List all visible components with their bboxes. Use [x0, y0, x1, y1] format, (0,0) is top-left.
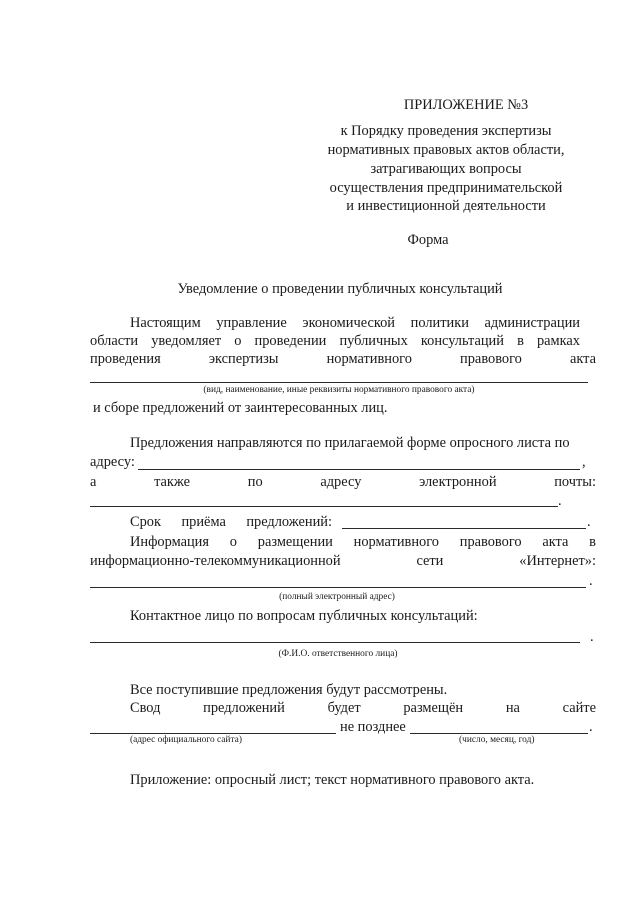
address-label: адресу: [90, 454, 135, 470]
info-line-2: информационно-телекоммуникационной сети «Интернет»: [90, 553, 596, 569]
web-address-period: . [589, 573, 593, 589]
deadline-blank-line [342, 528, 586, 529]
email-blank-line [90, 506, 558, 507]
header-line-3: затрагивающих вопросы [370, 161, 522, 177]
deadline-label: Срок приёма предложений: [130, 514, 332, 530]
p1-end: и сборе предложений от заинтересованных лиц. [93, 400, 388, 416]
header-line-5: и инвестиционной деятельности [346, 198, 546, 214]
header-line-2: нормативных правовых актов области, [327, 142, 565, 158]
p1-line-1: Настоящим управление экономической политики администрации [130, 315, 580, 331]
not-later-text: не позднее [340, 719, 406, 735]
p2-line-1: Предложения направляются по прилагаемой форме опросного листа по [130, 435, 570, 451]
site-blank-line [90, 733, 336, 734]
attachment-text: Приложение: опросный лист; текст нормативного правового акта. [130, 772, 535, 788]
address-comma: , [582, 454, 586, 470]
contact-period: . [590, 629, 594, 645]
p1-line-2: области уведомляет о проведении публичных консультаций в рамках [90, 333, 580, 349]
summary-line: Свод предложений будет размещён на сайте [130, 700, 596, 716]
document-title: Уведомление о проведении публичных консультаций [177, 281, 503, 297]
site-hint: (адрес официального сайта) [130, 735, 242, 745]
considered-text: Все поступившие предложения будут рассмотрены. [130, 682, 448, 698]
p1-line-3: проведения экспертизы нормативного правового акта [90, 351, 596, 367]
header-line-1: к Порядку проведения экспертизы [340, 123, 552, 139]
form-label: Форма [407, 232, 449, 248]
contact-blank-line [90, 642, 580, 643]
address-blank-line [138, 469, 580, 470]
deadline-period: . [587, 514, 591, 530]
date-period: . [589, 719, 593, 735]
web-address-blank-line [90, 587, 586, 588]
info-line-1: Информация о размещении нормативного правового акта в [130, 534, 596, 550]
contact-hint: (Ф.И.О. ответственного лица) [278, 649, 398, 659]
act-blank-line [90, 382, 588, 383]
date-hint: (число, месяц, год) [459, 735, 535, 745]
act-hint: (вид, наименование, иные реквизиты нормативного правового акта) [203, 385, 475, 395]
header-line-4: осуществления предпринимательской [329, 180, 563, 196]
p2-line-3: а также по адресу электронной почты: [90, 474, 596, 490]
appendix-heading: ПРИЛОЖЕНИЕ №3 [403, 97, 529, 113]
web-address-hint: (полный электронный адрес) [279, 592, 395, 602]
date-blank-line [410, 733, 588, 734]
email-period: . [558, 493, 562, 509]
contact-label: Контактное лицо по вопросам публичных консультаций: [130, 608, 478, 624]
